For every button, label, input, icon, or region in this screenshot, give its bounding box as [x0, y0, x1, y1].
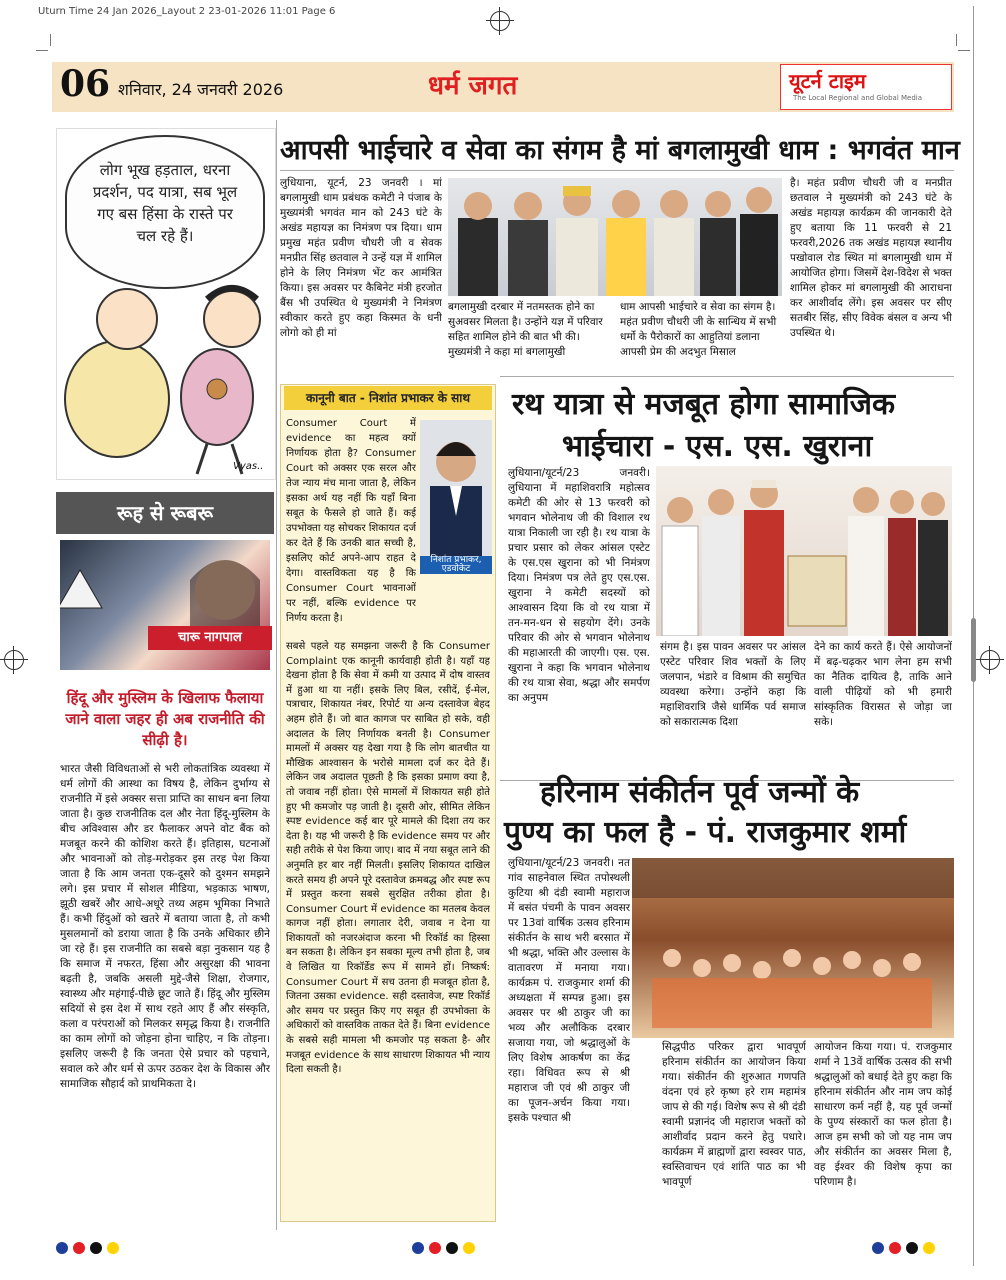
story3-photo: [632, 858, 954, 1038]
column-photo: [60, 540, 270, 670]
registration-mark-top: [490, 11, 510, 31]
story1-column-3: धाम आपसी भाईचारे व सेवा का संगम है। महंत प्रवीण चौधरी जी के सान्धिय में सभी धर्मो के पैरोकारों का आहुतियां डलाना आपसी प्रेम की अदभुत मिसाल: [620, 301, 777, 358]
story3-column-2: सिद्धपीठ परिकर द्वारा भावपूर्ण हरिनाम संकीर्तन का आयोजन किया गया। संकीर्तन की शुरुआत गणपति वंदना एवं हरे कृष्ण हरे राम महामंत्र जाप से की गई। विशेष रूप से श्री दंडी स्वामी प्रज्ञानंद जी महाराज भक्तों को आशीर्वाद प्रदान करने हेतु पधारे। कार्यक्रम में ब्राह्मणों द्वारा स्वस्वर पाठ, स्वस्तिवाचन एवं शांति पाठ का भी भावपूर्ण: [662, 1041, 806, 1188]
section-title: धर्म जगत: [428, 71, 518, 101]
page-number: 06: [60, 63, 111, 105]
color-dot: [56, 1242, 68, 1254]
color-dot: [73, 1242, 85, 1254]
story3-column-3: आयोजन किया गया। पं. राजकुमार शर्मा ने 13वें वार्षिक उत्सव की सभी श्रद्धालुओं को बधाई देते हुए कहा कि हरिनाम संकीर्तन और नाम जप कोई साधारण कर्म नहीं है, यह पूर्व जन्मों के पुण्य संस्कारों का फल होता है। आज हम सभी को जो यह नाम जप और संकीर्तन का अवसर मिला है, वह ईश्वर की विशेष कृपा का परिणाम है।: [814, 1041, 952, 1188]
story2-column-1: लुधियाना/यूटर्न/23 जनवरी। लुधियाना में महाशिवरात्रि महोत्सव कमेटी की ओर से 13 फरवरी को भगवान भोलेनाथ जी की विशाल रथ यात्रा निकाली जा रही है। रथ यात्रा के प्रचार प्रसार को लेकर आंसल एस्टेट के एस.एस खुराना को भी निमंत्रण दिया। निमंत्रण पत्र लेते हुए एस.एस. खुराना ने कमेटी सदस्यों को आश्वासन दिया कि वो रथ यात्रा में तन-मन-धन से सहयोग देंगे। उनके परिवार की ओर से भगवान भोलेनाथ की महाआरती की जाएगी। एस. एस. खुराना ने कहा कि भगवान भोलेनाथ की रथ यात्रा सेवा, श्रद्धा और समर्पण का अनुपम: [508, 467, 650, 704]
page-date: शनिवार, 24 जनवरी 2026: [118, 80, 284, 99]
story1-photo: [448, 178, 782, 296]
color-dot: [889, 1242, 901, 1254]
headline-rule: [280, 170, 954, 171]
page-scrollbar-thumb[interactable]: [971, 618, 976, 682]
color-dot: [412, 1242, 424, 1254]
crop-mark: [958, 50, 970, 51]
story1-column-1: लुधियाना, यूटर्न, 23 जनवरी । मां बगलामुखी धाम प्रबंधक कमेटी ने पंजाब के मुख्यमंत्री भगवंत मान को 243 घंटे के अखंड महायज्ञ का निमंत्रण पत्र दिया। धाम प्रमुख महंत प्रवीण चौधरी जी व सेवक मनप्रीत सिंह छतवाल ने उन्हें यज्ञ में शामिल होने के लिए निमंत्रण भेंट कर आमंत्रित किया। इस अवसर पर कैबिनेट मंत्री हरजोत बैंस भी उपस्थित थे मुख्यमंत्री ने निमंत्रण स्वीकार करते हुए कहा किस्मत के धनी लोगो को ही मां: [280, 177, 442, 339]
story-divider: [500, 376, 954, 377]
legal-author-photo: [420, 420, 492, 556]
color-bar-right: [872, 1239, 940, 1253]
story2-photo: [656, 466, 952, 636]
color-dot: [107, 1242, 119, 1254]
newspaper-logo: [780, 64, 952, 110]
story1-headline: आपसी भाईचारे व सेवा का संगम है मां बगलामुखी धाम : भगवंत मान: [280, 135, 960, 166]
story3-headline-line-2: पुण्य का फल है - पं. राजकुमार शर्मा: [504, 815, 907, 850]
story1-column-4: है। महंत प्रवीण चौधरी जी व मनप्रीत छतवाल ने मुख्यमंत्री को 243 घंटे के अखंड महायज्ञ कार्यक्रम की जानकारी देते हुए बताया कि 11 फरवरी से 21 फरवरी,2026 तक अखंड महायज्ञ स्थानीय पखोवाल रोड स्थित मां बगलामुखी धाम में आयोजित होगा। जिसमें देश-विदेश से भक्त शामिल होकर मां बगलामुखी की आराधना कर आशीर्वाद लेंगे। इस अवसर पर सीए सतबीर सिंह, सीए विवेक बंसल व अन्य भी उपस्थित थे।: [790, 177, 952, 339]
column-headline: हिंदू और मुस्लिम के खिलाफ फैलाया जाने वाला जहर ही अब राजनीति की सीढ़ी है।: [65, 689, 265, 749]
registration-mark-right: [980, 650, 1000, 670]
story1-column-2: बगलामुखी दरबार में नतमस्तक होने का सुअवसर मिलता है। उन्होंने यज्ञ में परिवार सहित शामिल होने की बात भी की। मुख्यमंत्री ने कहा मां बगलामुखी: [448, 301, 603, 358]
legal-body: सबसे पहले यह समझना जरूरी है कि Consumer Complaint एक कानूनी कार्यवाही होती है। यहाँ यह देखना होता है कि सेवा में कमी या उत्पाद में दोष वास्तव में हुआ था या नहीं। इसके लिए बिल, रसीदें, ई-मेल, पत्राचार, शिकायत नंबर, रिपोर्ट या अन्य दस्तावेज बेहद अहम होते हैं। जो बात कागज पर साबित हो सके, वही अदालत के लिए निर्णायक बनती है। Consumer मामलों में अक्सर यह देखा गया है कि लोग बातचीत या मौखिक आश्वासन के भरोसे मामला दर्ज कर देते हैं। लेकिन जब अदालत पूछती है कि इसका प्रमाण क्या है, तो जवाब नहीं होता। ऐसे मामलों में शिकायत सही होते हुए भी कमजोर पड़ जाती है। दूसरी ओर, सीमित लेकिन स्पष्ट evidence कई बार पूरे मामले की दिशा तय कर देता है। यह भी जरूरी है कि evidence समय पर और सही तरीके से पेश किया जाए। बाद में नया सबूत लाने की अनुमति हर बार नहीं मिलती। इसलिए शिकायत दाखिल करते समय ही अपने पूरे दस्तावेज क्रमबद्ध और स्पष्ट रूप में प्रस्तुत करना सबसे सुरक्षित तरीका होता है। Consumer Court में evidence का मतलब केवल कागज नहीं होता। लगातार देरी, जवाब न देना या शिकायतों को नजरअंदाज करना भी रिकॉर्ड का हिस्सा बन सकता है। लेकिन इन सबका मूल्य तभी होता है, जब वे लिखित या रिकॉर्डेड रूप में सामने हों। निष्कर्ष: Consumer Court में सच उतना ही मजबूत होता है, जितना उसका evidence. सही दस्तावेज, स्पष्ट रिकॉर्ड और समय पर प्रस्तुत किए गए सबूत ही उपभोक्ता के अधिकारों को वास्तविक ताकत देते हैं। बिना evidence के सबसे सही मामला भी कमजोर पड़ सकता है- और मजबूत evidence के साथ साधारण शिकायत भी न्याय दिला सकती है।: [286, 641, 490, 1076]
color-dot: [872, 1242, 884, 1254]
column-divider: [276, 120, 277, 1230]
logo-text: यूटर्न टाइम: [789, 69, 866, 93]
legal-author-caption: निशांत प्रभाकर, एडवोकेट: [420, 556, 492, 574]
column-title: रूह से रूबरू: [56, 492, 274, 534]
cartoonist-signature: Vyas..: [233, 461, 264, 472]
color-dot: [923, 1242, 935, 1254]
crop-mark: [956, 34, 957, 46]
story3-headline-line-1: हरिनाम संकीर्तन पूर्व जन्मों के: [540, 775, 860, 810]
legal-intro: Consumer Court में evidence का महत्व क्यों निर्णायक होता है? Consumer Court को अक्सर एक सरल और तेज न्याय मंच माना जाता है, लेकिन इसका अर्थ यह नहीं कि यहाँ बिना सबूत के फैसले हो जाते हैं। कई उपभोक्ता यह सोचकर शिकायत दर्ज कर देते हैं कि उनकी बात सच्ची है, इसलिए कोर्ट अपने-आप राहत दे देगा। वास्तविकता यह है कि Consumer Court भावनाओं पर नहीं, बल्कि evidence पर निर्णय करता है।: [286, 418, 416, 624]
cartoon: [56, 128, 276, 480]
story2-column-3: देने का कार्य करते हैं। ऐसे आयोजनों में बढ़-चढ़कर भाग लेना हम सभी का नैतिक दायित्व है, ताकि आने वाली पीढ़ियों को भी हमारी सांस्कृतिक विरासत से जोड़ा जा सके।: [814, 641, 952, 728]
story2-column-2: संगम है। इस पावन अवसर पर आंसल एस्टेट परिवार शिव भक्तों के लिए जलपान, भंडारे व विश्राम की समुचित व्यवस्था करेगा। उन्होंने कहा कि महाशिवरात्रि जैसे धार्मिक पर्व समाज को सकारात्मक दिशा: [660, 641, 806, 728]
legal-column-header: कानूनी बात - निशांत प्रभाकर के साथ: [284, 386, 492, 410]
registration-mark-left: [4, 650, 24, 670]
color-bar-left: [56, 1239, 124, 1253]
column-author: चारू नागपाल: [148, 626, 272, 650]
color-dot: [429, 1242, 441, 1254]
color-dot: [906, 1242, 918, 1254]
color-dot: [90, 1242, 102, 1254]
color-dot: [463, 1242, 475, 1254]
story2-headline-line-1: रथ यात्रा से मजबूत होगा सामाजिक: [512, 387, 896, 422]
print-slug: Uturn Time 24 Jan 2026_Layout 2 23-01-2026 11:01 Page 6: [38, 6, 336, 17]
cartoon-caption: लोग भूख हड़ताल, धरना प्रदर्शन, पद यात्रा, सब भूल गए बस हिंसा के रास्ते पर चल रहे हैं।: [92, 161, 238, 245]
story2-headline-line-2: भाईचारा - एस. एस. खुराना: [562, 429, 873, 464]
story3-column-1: लुधियाना/यूटर्न/23 जनवरी। नत गांव साहनेवाल स्थित तपोस्थली कुटिया श्री दंडी स्वामी महाराज में बसंत पंचमी के पावन अवसर पर 13वां वार्षिक उत्सव हरिनाम संकीर्तन के साथ भरी बरसात में भी श्रद्धा, भक्ति और उल्लास के वातावरण में मनाया गया। कार्यक्रम पं. राजकुमार शर्मा की अध्यक्षता में सम्पन्न हुआ। इस अवसर पर श्री ठाकुर जी का भव्य और अलौकिक दरबार सजाया गया, जो श्रद्धालुओं के लिए विशेष आकर्षण का केंद्र रहा। विधिवत रूप से श्री महाराज जी एवं श्री ठाकुर जी का पूजन-अर्चन किया गया। इसके पश्चात श्री: [508, 857, 630, 1124]
column-body: भारत जैसी विविधताओं से भरी लोकतांत्रिक व्यवस्था में धर्म लोगों की आस्था का विषय है, लेकिन दुर्भाग्य से राजनीति में इसे अक्सर सत्ता प्राप्ति का साधन बना लिया जाता है। कुछ राजनीतिक दल और नेता हिंदू-मुस्लिम के बीच अविश्वास और डर फैलाकर अपने वोट बैंक को मजबूत करने की कोशिश करते हैं। इतिहास, घटनाओं और भावनाओं को तोड़-मरोड़कर इस तरह पेश किया जाता है कि आम जनता एक-दूसरे को दुश्मन समझने लगे। इस प्रचार में सोशल मीडिया, भड़काऊ भाषण, झूठी खबरें और आधे-अधूरे तथ्य अहम भूमिका निभाते हैं। कभी हिंदुओं को खतरे में बताया जाता है, तो कभी मुसलमानों को डराया जाता है कि उनके अधिकार छीने जा रहे हैं। इस राजनीति का सबसे बड़ा नुकसान यह है कि समाज में नफरत, हिंसा और असुरक्षा की भावना बढ़ती है, जबकि असली मुद्दे-जैसे शिक्षा, रोजगार, स्वास्थ्य और महंगाई-पीछे छूट जाते हैं। हिंदू और मुस्लिम सदियों से इस देश में साथ रहते आए हैं और संस्कृति, कला व परंपराओं को मिलकर समृद्ध किया है। राजनीति का काम लोगों को जोड़ना होना चाहिए, न कि तोड़ना। इसलिए जरूरी है कि जनता ऐसे प्रचार को पहचाने, सवाल करे और धर्म से ऊपर उठकर देश के विकास और सामाजिक सौहार्द को प्राथमिकता दे।: [60, 763, 270, 1090]
crop-mark: [50, 34, 51, 46]
logo-tagline: The Local Regional and Global Media: [793, 94, 923, 102]
cartoon-drawing: [57, 279, 275, 479]
color-bar-center: [412, 1239, 480, 1253]
crop-mark: [36, 50, 48, 51]
color-dot: [446, 1242, 458, 1254]
